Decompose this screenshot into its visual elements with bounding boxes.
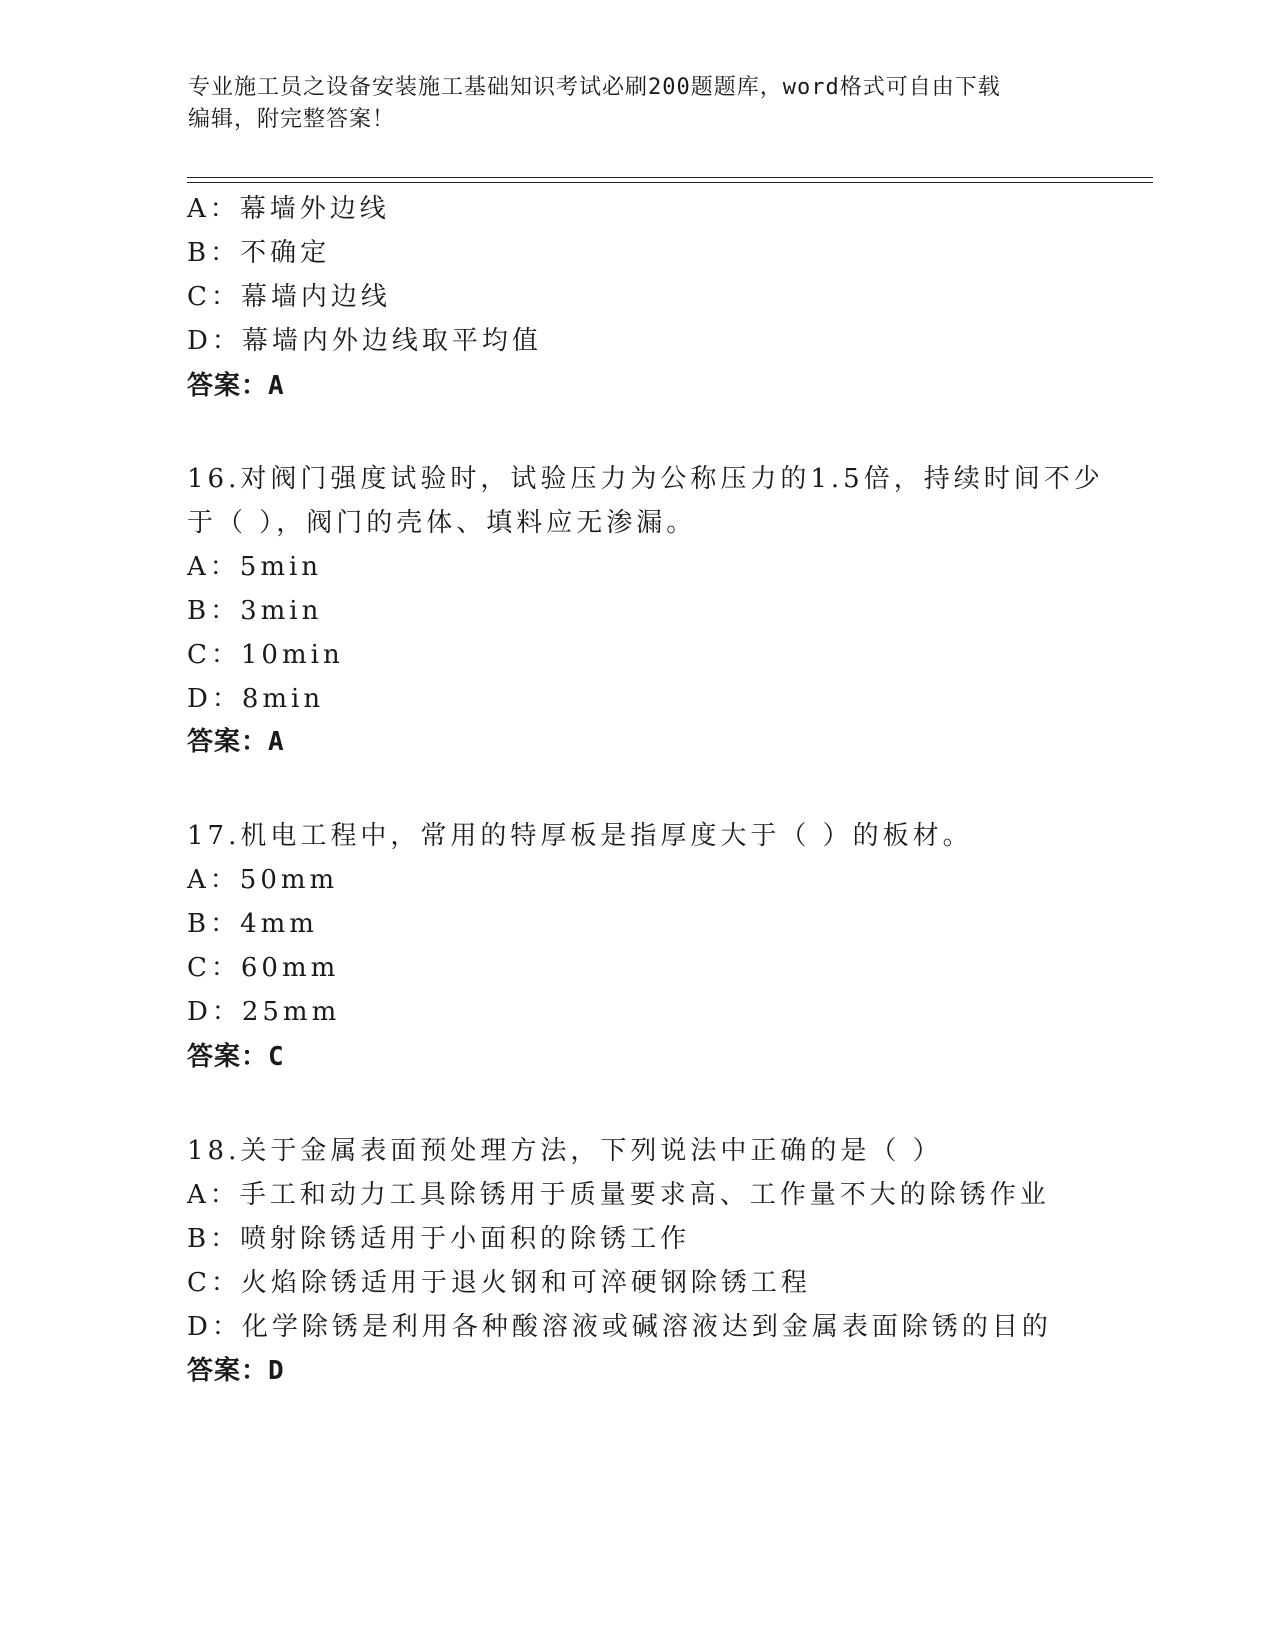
- q16-option-a: A：5min: [187, 552, 323, 582]
- q17-option-a: A：50mm: [187, 865, 339, 895]
- q18-option-c: C：火焰除锈适用于退火钢和可淬硬钢除锈工程: [187, 1268, 811, 1298]
- q18-answer: 答案：D: [187, 1356, 285, 1386]
- document-header: [188, 72, 1078, 136]
- q18-option-b: B：喷射除锈适用于小面积的除锈工作: [187, 1224, 691, 1254]
- q17-option-c: C：60mm: [187, 953, 340, 983]
- q16-answer: 答案：A: [187, 727, 285, 757]
- q15-option-b: B：不确定: [187, 238, 331, 268]
- header-line-2: 编辑，附完整答案！: [188, 107, 396, 132]
- header-line-1: 专业施工员之设备安装施工基础知识考试必刷200题题库，word格式可自由下载: [188, 75, 1001, 100]
- q18-stem-line-1: 18.关于金属表面预处理方法，下列说法中正确的是（ ）: [187, 1136, 943, 1166]
- q17-option-b: B：4mm: [187, 909, 318, 939]
- q17-option-d: D：25mm: [187, 997, 341, 1027]
- q18-option-d: D：化学除锈是利用各种酸溶液或碱溶液达到金属表面除锈的目的: [187, 1312, 1052, 1342]
- q16-stem-line-2: 于（ ），阀门的壳体、填料应无渗漏。: [187, 508, 697, 538]
- q15-option-d: D：幕墙内外边线取平均值: [187, 326, 542, 356]
- q17-stem-line-1: 17.机电工程中，常用的特厚板是指厚度大于（ ）的板材。: [187, 821, 973, 851]
- q16-option-b: B：3min: [187, 596, 323, 626]
- header-divider-top: [187, 177, 1153, 178]
- q15-answer: 答案：A: [187, 371, 285, 401]
- header-divider-bottom: [187, 182, 1153, 183]
- q15-option-c: C：幕墙内边线: [187, 282, 391, 312]
- q16-option-c: C：10min: [187, 640, 344, 670]
- q16-option-d: D：8min: [187, 684, 325, 714]
- q15-option-a: A：幕墙外边线: [187, 194, 390, 224]
- q18-option-a: A：手工和动力工具除锈用于质量要求高、工作量不大的除锈作业: [187, 1180, 1050, 1210]
- q16-stem-line-1: 16.对阀门强度试验时，试验压力为公称压力的1.5倍，持续时间不少: [187, 464, 1104, 494]
- q17-answer: 答案：C: [187, 1042, 285, 1072]
